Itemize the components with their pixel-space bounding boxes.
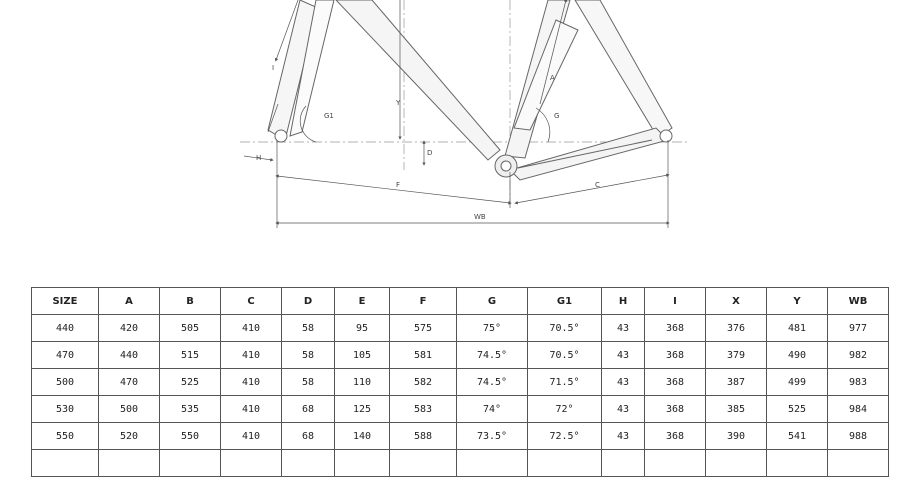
column-header: X	[706, 288, 767, 315]
column-header: B	[160, 288, 221, 315]
table-cell: 390	[706, 423, 767, 450]
table-cell	[335, 450, 390, 477]
table-cell: 550	[160, 423, 221, 450]
table-cell: 983	[828, 369, 889, 396]
column-header: D	[282, 288, 335, 315]
table-cell: 440	[99, 342, 160, 369]
table-cell: 95	[335, 315, 390, 342]
table-cell: 541	[767, 423, 828, 450]
table-cell: 72°	[528, 396, 602, 423]
table-cell: 535	[160, 396, 221, 423]
table-cell	[528, 450, 602, 477]
table-row	[32, 423, 889, 450]
table-cell	[32, 450, 99, 477]
table-row	[32, 450, 889, 477]
table-cell: 68	[282, 423, 335, 450]
column-header: SIZE	[32, 288, 99, 315]
table-cell: 368	[645, 315, 706, 342]
table-cell: 470	[32, 342, 99, 369]
table-cell: 583	[390, 396, 457, 423]
table-cell: 387	[706, 369, 767, 396]
table-cell: 525	[160, 369, 221, 396]
table-cell: 72.5°	[528, 423, 602, 450]
table-cell	[706, 450, 767, 477]
table-cell: 68	[282, 396, 335, 423]
table-cell: 43	[602, 396, 645, 423]
table-row	[32, 342, 889, 369]
table-cell: 75°	[457, 315, 528, 342]
table-cell: 977	[828, 315, 889, 342]
table-cell: 71.5°	[528, 369, 602, 396]
table-cell: 74°	[457, 396, 528, 423]
table-cell: 410	[221, 342, 282, 369]
table-cell	[828, 450, 889, 477]
table-cell: 43	[602, 369, 645, 396]
column-header: I	[645, 288, 706, 315]
table-cell: 368	[645, 369, 706, 396]
table-cell: 368	[645, 423, 706, 450]
table-header-row	[32, 288, 889, 315]
column-header: F	[390, 288, 457, 315]
table-cell: 500	[32, 369, 99, 396]
dim-label-g: G	[554, 112, 560, 120]
table-cell: 58	[282, 342, 335, 369]
column-header: G1	[528, 288, 602, 315]
table-cell	[160, 450, 221, 477]
table-cell	[767, 450, 828, 477]
table-cell: 376	[706, 315, 767, 342]
table-cell	[221, 450, 282, 477]
table-cell: 505	[160, 315, 221, 342]
table-cell: 520	[99, 423, 160, 450]
dim-label-h: H	[256, 154, 262, 162]
table-cell: 125	[335, 396, 390, 423]
table-cell: 410	[221, 315, 282, 342]
table-cell: 410	[221, 423, 282, 450]
dim-label-d: D	[427, 149, 433, 157]
dim-label-i: I	[272, 64, 275, 72]
table-cell	[282, 450, 335, 477]
table-cell: 588	[390, 423, 457, 450]
dim-label-f: F	[396, 181, 401, 189]
table-row	[32, 315, 889, 342]
table-cell: 385	[706, 396, 767, 423]
dim-label-y: Y	[396, 99, 401, 107]
table-row	[32, 369, 889, 396]
dim-label-g1: G1	[324, 112, 334, 120]
table-cell: 515	[160, 342, 221, 369]
dim-label-c: C	[595, 181, 600, 189]
table-cell: 984	[828, 396, 889, 423]
table-cell: 368	[645, 342, 706, 369]
column-header: C	[221, 288, 282, 315]
table-cell: 70.5°	[528, 342, 602, 369]
table-cell: 110	[335, 369, 390, 396]
table-cell: 70.5°	[528, 315, 602, 342]
column-header: H	[602, 288, 645, 315]
table-cell: 43	[602, 423, 645, 450]
table-cell: 379	[706, 342, 767, 369]
table-cell: 530	[32, 396, 99, 423]
table-cell: 440	[32, 315, 99, 342]
table-cell: 581	[390, 342, 457, 369]
column-header: A	[99, 288, 160, 315]
column-header: G	[457, 288, 528, 315]
table-cell: 58	[282, 315, 335, 342]
table-cell: 575	[390, 315, 457, 342]
table-cell: 410	[221, 369, 282, 396]
table-cell: 490	[767, 342, 828, 369]
table-cell: 499	[767, 369, 828, 396]
column-header: WB	[828, 288, 889, 315]
geometry-table	[31, 287, 889, 477]
table-cell: 988	[828, 423, 889, 450]
table-cell	[99, 450, 160, 477]
table-cell	[645, 450, 706, 477]
table-cell: 410	[221, 396, 282, 423]
table-cell: 470	[99, 369, 160, 396]
table-cell: 525	[767, 396, 828, 423]
table-cell	[457, 450, 528, 477]
table-cell	[602, 450, 645, 477]
bike-frame	[268, 0, 672, 180]
table-row	[32, 396, 889, 423]
dim-label-wb: WB	[474, 213, 486, 221]
table-cell: 982	[828, 342, 889, 369]
table-cell	[390, 450, 457, 477]
table-cell: 368	[645, 396, 706, 423]
table-cell: 481	[767, 315, 828, 342]
table-cell: 43	[602, 342, 645, 369]
column-header: E	[335, 288, 390, 315]
table-cell: 74.5°	[457, 342, 528, 369]
table-cell: 58	[282, 369, 335, 396]
table-cell: 500	[99, 396, 160, 423]
table-cell: 74.5°	[457, 369, 528, 396]
table-cell: 73.5°	[457, 423, 528, 450]
column-header: Y	[767, 288, 828, 315]
table-cell: 420	[99, 315, 160, 342]
table-cell: 43	[602, 315, 645, 342]
table-cell: 582	[390, 369, 457, 396]
table-cell: 550	[32, 423, 99, 450]
dim-label-a: A	[550, 74, 555, 82]
table-cell: 140	[335, 423, 390, 450]
table-cell: 105	[335, 342, 390, 369]
